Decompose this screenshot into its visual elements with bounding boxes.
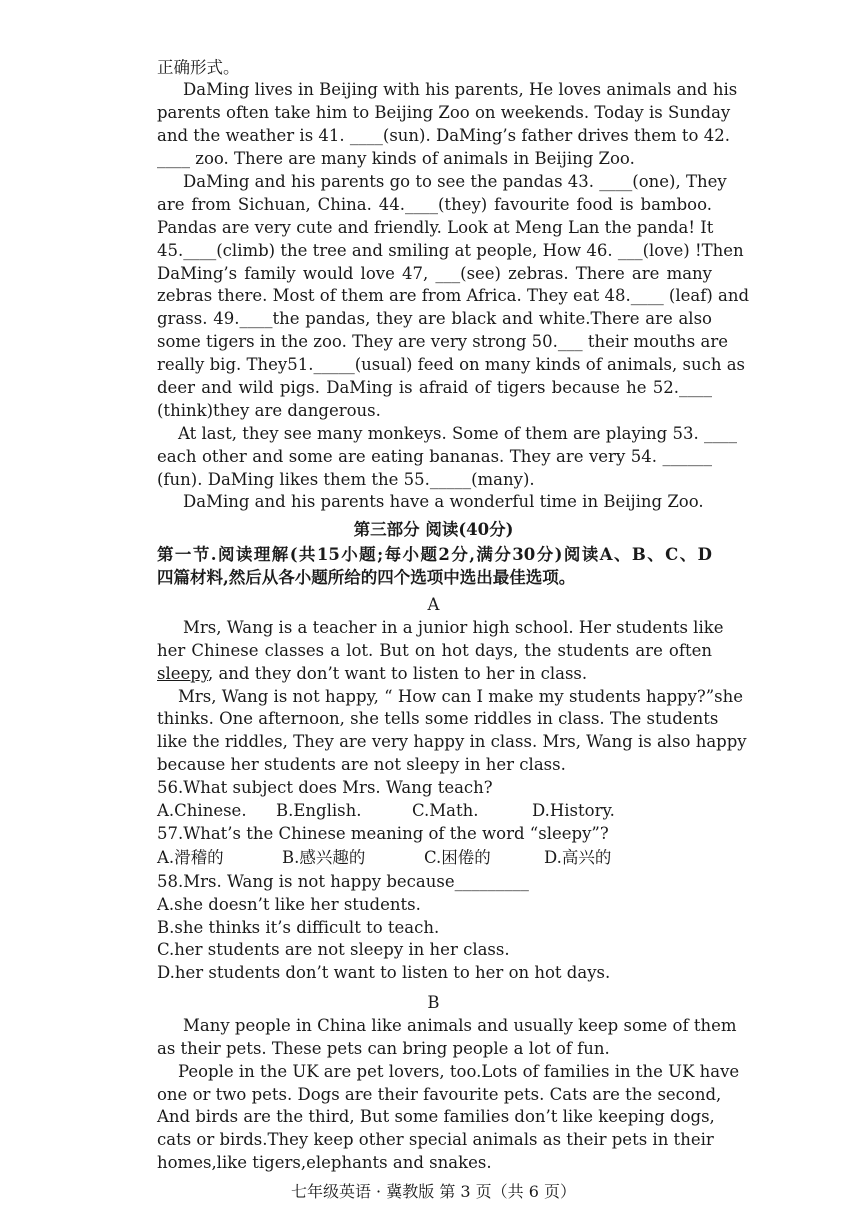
cloze-p2-line11: (think)they are dangerous. xyxy=(157,401,381,420)
cloze-p2-line2: are from Sichuan, China. 44.____(they) favourite food is bamboo. xyxy=(157,195,712,214)
cloze-p1-line2: parents often take him to Beijing Zoo on weekends. Today is Sunday xyxy=(157,103,731,122)
passage-b-p2-line5: homes,like tigers,elephants and snakes. xyxy=(157,1153,492,1172)
cloze-p2-line5: DaMing’s family would love 47, ___(see) zebras. There are many xyxy=(157,264,712,283)
passage-a-p2-line2: thinks. One afternoon, she tells some riddles in class. The students xyxy=(157,709,719,728)
cloze-p2-line8: some tigers in the zoo. They are very strong 50.___ their mouths are xyxy=(157,332,728,351)
question-56-option-c[interactable]: C.Math. xyxy=(412,801,479,820)
cloze-p1-line1: DaMing lives in Beijing with his parents, He loves animals and his xyxy=(183,80,738,99)
cloze-intro-tail: 正确形式。 xyxy=(157,58,240,77)
cloze-p3-line2: each other and some are eating bananas. They are very 54. ______ xyxy=(157,447,712,466)
cloze-p2-line3: Pandas are very cute and friendly. Look at Meng Lan the panda! It xyxy=(157,218,714,237)
passage-b-p2-line4: cats or birds.They keep other special animals as their pets in their xyxy=(157,1130,714,1149)
page-footer: 七年级英语 · 冀教版 第 3 页（共 6 页） xyxy=(290,1182,577,1201)
question-56-stem: 56.What subject does Mrs. Wang teach? xyxy=(157,778,493,797)
cloze-p2-line10: deer and wild pigs. DaMing is afraid of tigers because he 52.____ xyxy=(157,378,712,397)
cloze-p2-line1: DaMing and his parents go to see the pandas 43. ____(one), They xyxy=(183,172,727,191)
passage-b-p2-line1: People in the UK are pet lovers, too.Lots of families in the UK have xyxy=(178,1062,740,1081)
passage-a-p2-line1: Mrs, Wang is not happy, “ How can I make my students happy?”she xyxy=(178,687,744,706)
question-57-stem: 57.What’s the Chinese meaning of the word “sleepy”? xyxy=(157,824,609,843)
question-58-option-c[interactable]: C.her students are not sleepy in her class. xyxy=(157,940,510,959)
passage-a-p1-line3 xyxy=(157,663,587,685)
cloze-p1-line3: and the weather is 41. ____(sun). DaMing’s father drives them to 42. xyxy=(157,126,730,145)
question-57-option-c[interactable]: C.困倦的 xyxy=(424,848,491,867)
passage-a-p1-line2: her Chinese classes a lot. But on hot days, the students are often xyxy=(157,641,712,660)
passage-a-p2-line3: like the riddles, They are very happy in class. Mrs, Wang is also happy xyxy=(157,732,747,751)
question-56-option-d[interactable]: D.History. xyxy=(532,801,615,820)
passage-a-p1-line3-rest: , and they don’t want to listen to her in class. xyxy=(207,664,588,683)
part-three-instruction-line1: 第一节.阅读理解(共15小题;每小题2分,满分30分)阅读A、B、C、D xyxy=(157,545,712,564)
passage-b-p1-line2: as their pets. These pets can bring people a lot of fun. xyxy=(157,1039,610,1058)
passage-a-p2-line4: because her students are not sleepy in her class. xyxy=(157,755,566,774)
passage-b-label: B xyxy=(427,993,440,1012)
question-56-option-a[interactable]: A.Chinese. xyxy=(157,801,247,820)
cloze-p3-line3: (fun). DaMing likes them the 55._____(many). xyxy=(157,470,535,489)
part-three-heading: 第三部分 阅读(40分) xyxy=(353,520,514,539)
question-58-option-d[interactable]: D.her students don’t want to listen to her on hot days. xyxy=(157,963,611,982)
question-58-option-a[interactable]: A.she doesn’t like her students. xyxy=(157,895,421,914)
passage-a-p1-line1: Mrs, Wang is a teacher in a junior high school. Her students like xyxy=(183,618,724,637)
question-56-option-b[interactable]: B.English. xyxy=(276,801,362,820)
passage-a-label: A xyxy=(427,595,440,614)
passage-b-p2-line2: one or two pets. Dogs are their favourite pets. Cats are the second, xyxy=(157,1085,722,1104)
question-57-option-b[interactable]: B.感兴趣的 xyxy=(282,848,366,867)
question-58-option-b[interactable]: B.she thinks it’s difficult to teach. xyxy=(157,918,440,937)
underlined-word-sleepy: sleepy xyxy=(157,664,208,683)
cloze-p4-line1: DaMing and his parents have a wonderful time in Beijing Zoo. xyxy=(183,492,704,511)
cloze-p2-line7: grass. 49.____the pandas, they are black and white.There are also xyxy=(157,309,712,328)
part-three-instruction-line2: 四篇材料,然后从各小题所给的四个选项中选出最佳选项。 xyxy=(157,568,576,587)
question-57-option-a[interactable]: A.滑稽的 xyxy=(157,848,224,867)
question-58-stem: 58.Mrs. Wang is not happy because_________ xyxy=(157,872,529,891)
cloze-p2-line4: 45.____(climb) the tree and smiling at people, How 46. ___(love) !Then xyxy=(157,241,744,260)
question-57-option-d[interactable]: D.高兴的 xyxy=(544,848,612,867)
cloze-p3-line1: At last, they see many monkeys. Some of them are playing 53. ____ xyxy=(178,424,737,443)
cloze-p2-line6: zebras there. Most of them are from Africa. They eat 48.____ (leaf) and xyxy=(157,286,750,305)
cloze-p2-line9: really big. They51._____(usual) feed on many kinds of animals, such as xyxy=(157,355,746,374)
passage-b-p2-line3: And birds are the third, But some families don’t like keeping dogs, xyxy=(157,1107,715,1126)
passage-b-p1-line1: Many people in China like animals and usually keep some of them xyxy=(183,1016,737,1035)
cloze-p1-line4: ____ zoo. There are many kinds of animals in Beijing Zoo. xyxy=(157,149,635,168)
